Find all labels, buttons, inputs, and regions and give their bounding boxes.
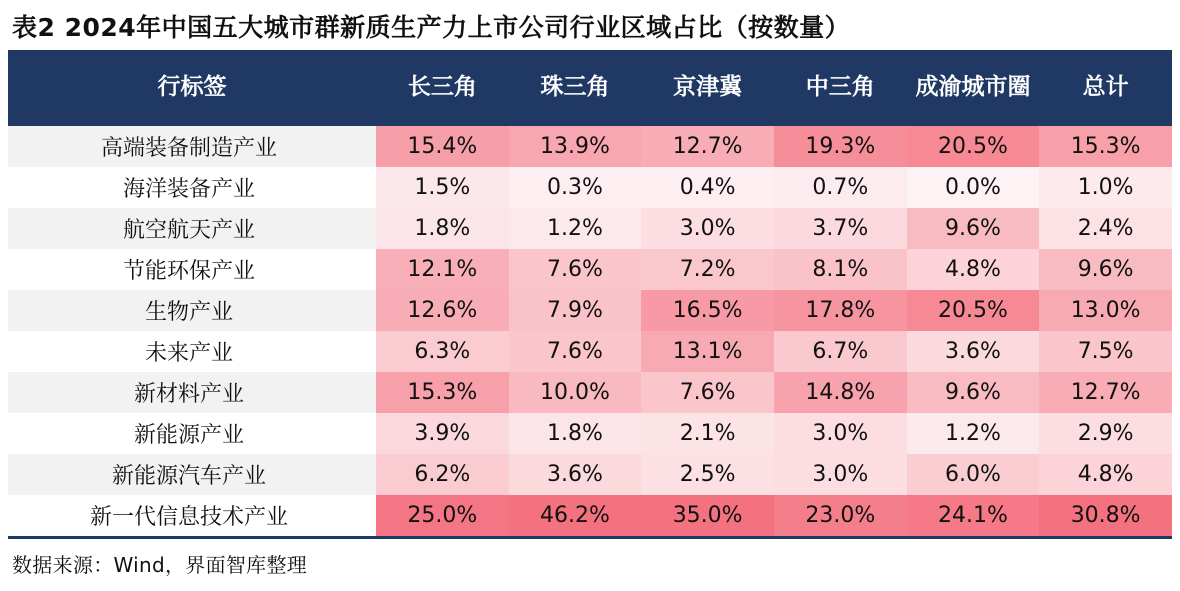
cell-r9-c4: 24.1%: [907, 495, 1040, 536]
row-label-8: 新能源汽车产业: [8, 454, 376, 495]
cell-r0-c2: 12.7%: [641, 126, 774, 167]
cell-r3-c2: 7.2%: [641, 249, 774, 290]
row-label-2: 航空航天产业: [8, 208, 376, 249]
cell-r5-c2: 13.1%: [641, 331, 774, 372]
cell-r0-c3: 19.3%: [774, 126, 907, 167]
column-header-4: 成渝城市圈: [907, 50, 1040, 126]
cell-r3-c0: 12.1%: [376, 249, 509, 290]
cell-r4-c3: 17.8%: [774, 290, 907, 331]
cell-r9-c2: 35.0%: [641, 495, 774, 536]
cell-r0-c4: 20.5%: [907, 126, 1040, 167]
cell-r8-c0: 6.2%: [376, 454, 509, 495]
cell-r2-c4: 9.6%: [907, 208, 1040, 249]
cell-r6-c3: 14.8%: [774, 372, 907, 413]
page-title: 表2 2024年中国五大城市群新质生产力上市公司行业区域占比（按数量）: [12, 13, 851, 42]
cell-r4-c0: 12.6%: [376, 290, 509, 331]
cell-r0-c0: 15.4%: [376, 126, 509, 167]
table-header: [8, 50, 1172, 126]
cell-r0-c5: 15.3%: [1039, 126, 1172, 167]
cell-r7-c0: 3.9%: [376, 413, 509, 454]
cell-r1-c5: 1.0%: [1039, 167, 1172, 208]
column-header-1: 珠三角: [509, 50, 642, 126]
cell-r3-c5: 9.6%: [1039, 249, 1172, 290]
cell-r8-c5: 4.8%: [1039, 454, 1172, 495]
cell-r5-c3: 6.7%: [774, 331, 907, 372]
cell-r6-c0: 15.3%: [376, 372, 509, 413]
cell-r2-c3: 3.7%: [774, 208, 907, 249]
row-label-0: 高端装备制造产业: [8, 126, 376, 167]
cell-r2-c5: 2.4%: [1039, 208, 1172, 249]
table-row: [8, 290, 1172, 331]
cell-r8-c3: 3.0%: [774, 454, 907, 495]
cell-r2-c1: 1.2%: [509, 208, 642, 249]
cell-r9-c5: 30.8%: [1039, 495, 1172, 536]
table-row: [8, 495, 1172, 536]
row-label-6: 新材料产业: [8, 372, 376, 413]
cell-r6-c2: 7.6%: [641, 372, 774, 413]
cell-r1-c3: 0.7%: [774, 167, 907, 208]
table-row: [8, 167, 1172, 208]
cell-r1-c1: 0.3%: [509, 167, 642, 208]
cell-r4-c2: 16.5%: [641, 290, 774, 331]
table-body: [8, 126, 1172, 536]
cell-r6-c1: 10.0%: [509, 372, 642, 413]
cell-r3-c3: 8.1%: [774, 249, 907, 290]
cell-r4-c4: 20.5%: [907, 290, 1040, 331]
cell-r9-c3: 23.0%: [774, 495, 907, 536]
cell-r7-c5: 2.9%: [1039, 413, 1172, 454]
cell-r1-c2: 0.4%: [641, 167, 774, 208]
table-row: [8, 249, 1172, 290]
cell-r3-c4: 4.8%: [907, 249, 1040, 290]
cell-r5-c1: 7.6%: [509, 331, 642, 372]
column-header-5: 总计: [1039, 50, 1172, 126]
cell-r5-c0: 6.3%: [376, 331, 509, 372]
row-label-7: 新能源产业: [8, 413, 376, 454]
cell-r6-c4: 9.6%: [907, 372, 1040, 413]
cell-r1-c0: 1.5%: [376, 167, 509, 208]
cell-r8-c4: 6.0%: [907, 454, 1040, 495]
cell-r8-c1: 3.6%: [509, 454, 642, 495]
row-label-3: 节能环保产业: [8, 249, 376, 290]
row-label-1: 海洋装备产业: [8, 167, 376, 208]
cell-r4-c1: 7.9%: [509, 290, 642, 331]
cell-r2-c2: 3.0%: [641, 208, 774, 249]
cell-r9-c1: 46.2%: [509, 495, 642, 536]
table-row: [8, 372, 1172, 413]
cell-r8-c2: 2.5%: [641, 454, 774, 495]
column-header-0: 长三角: [376, 50, 509, 126]
cell-r5-c5: 7.5%: [1039, 331, 1172, 372]
cell-r6-c5: 12.7%: [1039, 372, 1172, 413]
cell-r1-c4: 0.0%: [907, 167, 1040, 208]
header-row: [8, 50, 1172, 126]
row-label-4: 生物产业: [8, 290, 376, 331]
table-row: [8, 331, 1172, 372]
cell-r7-c4: 1.2%: [907, 413, 1040, 454]
table-row: [8, 208, 1172, 249]
cell-r7-c1: 1.8%: [509, 413, 642, 454]
table-row: [8, 126, 1172, 167]
cell-r2-c0: 1.8%: [376, 208, 509, 249]
cell-r7-c3: 3.0%: [774, 413, 907, 454]
column-header-2: 京津冀: [641, 50, 774, 126]
data-table: [8, 50, 1172, 536]
cell-r5-c4: 3.6%: [907, 331, 1040, 372]
source-note: 数据来源：Wind，界面智库整理: [12, 553, 308, 577]
cell-r7-c2: 2.1%: [641, 413, 774, 454]
column-header-3: 中三角: [774, 50, 907, 126]
row-label-5: 未来产业: [8, 331, 376, 372]
cell-r0-c1: 13.9%: [509, 126, 642, 167]
table-row: [8, 454, 1172, 495]
row-label-9: 新一代信息技术产业: [8, 495, 376, 536]
column-header-row-label: 行标签: [8, 50, 376, 126]
cell-r3-c1: 7.6%: [509, 249, 642, 290]
table-row: [8, 413, 1172, 454]
cell-r4-c5: 13.0%: [1039, 290, 1172, 331]
cell-r9-c0: 25.0%: [376, 495, 509, 536]
